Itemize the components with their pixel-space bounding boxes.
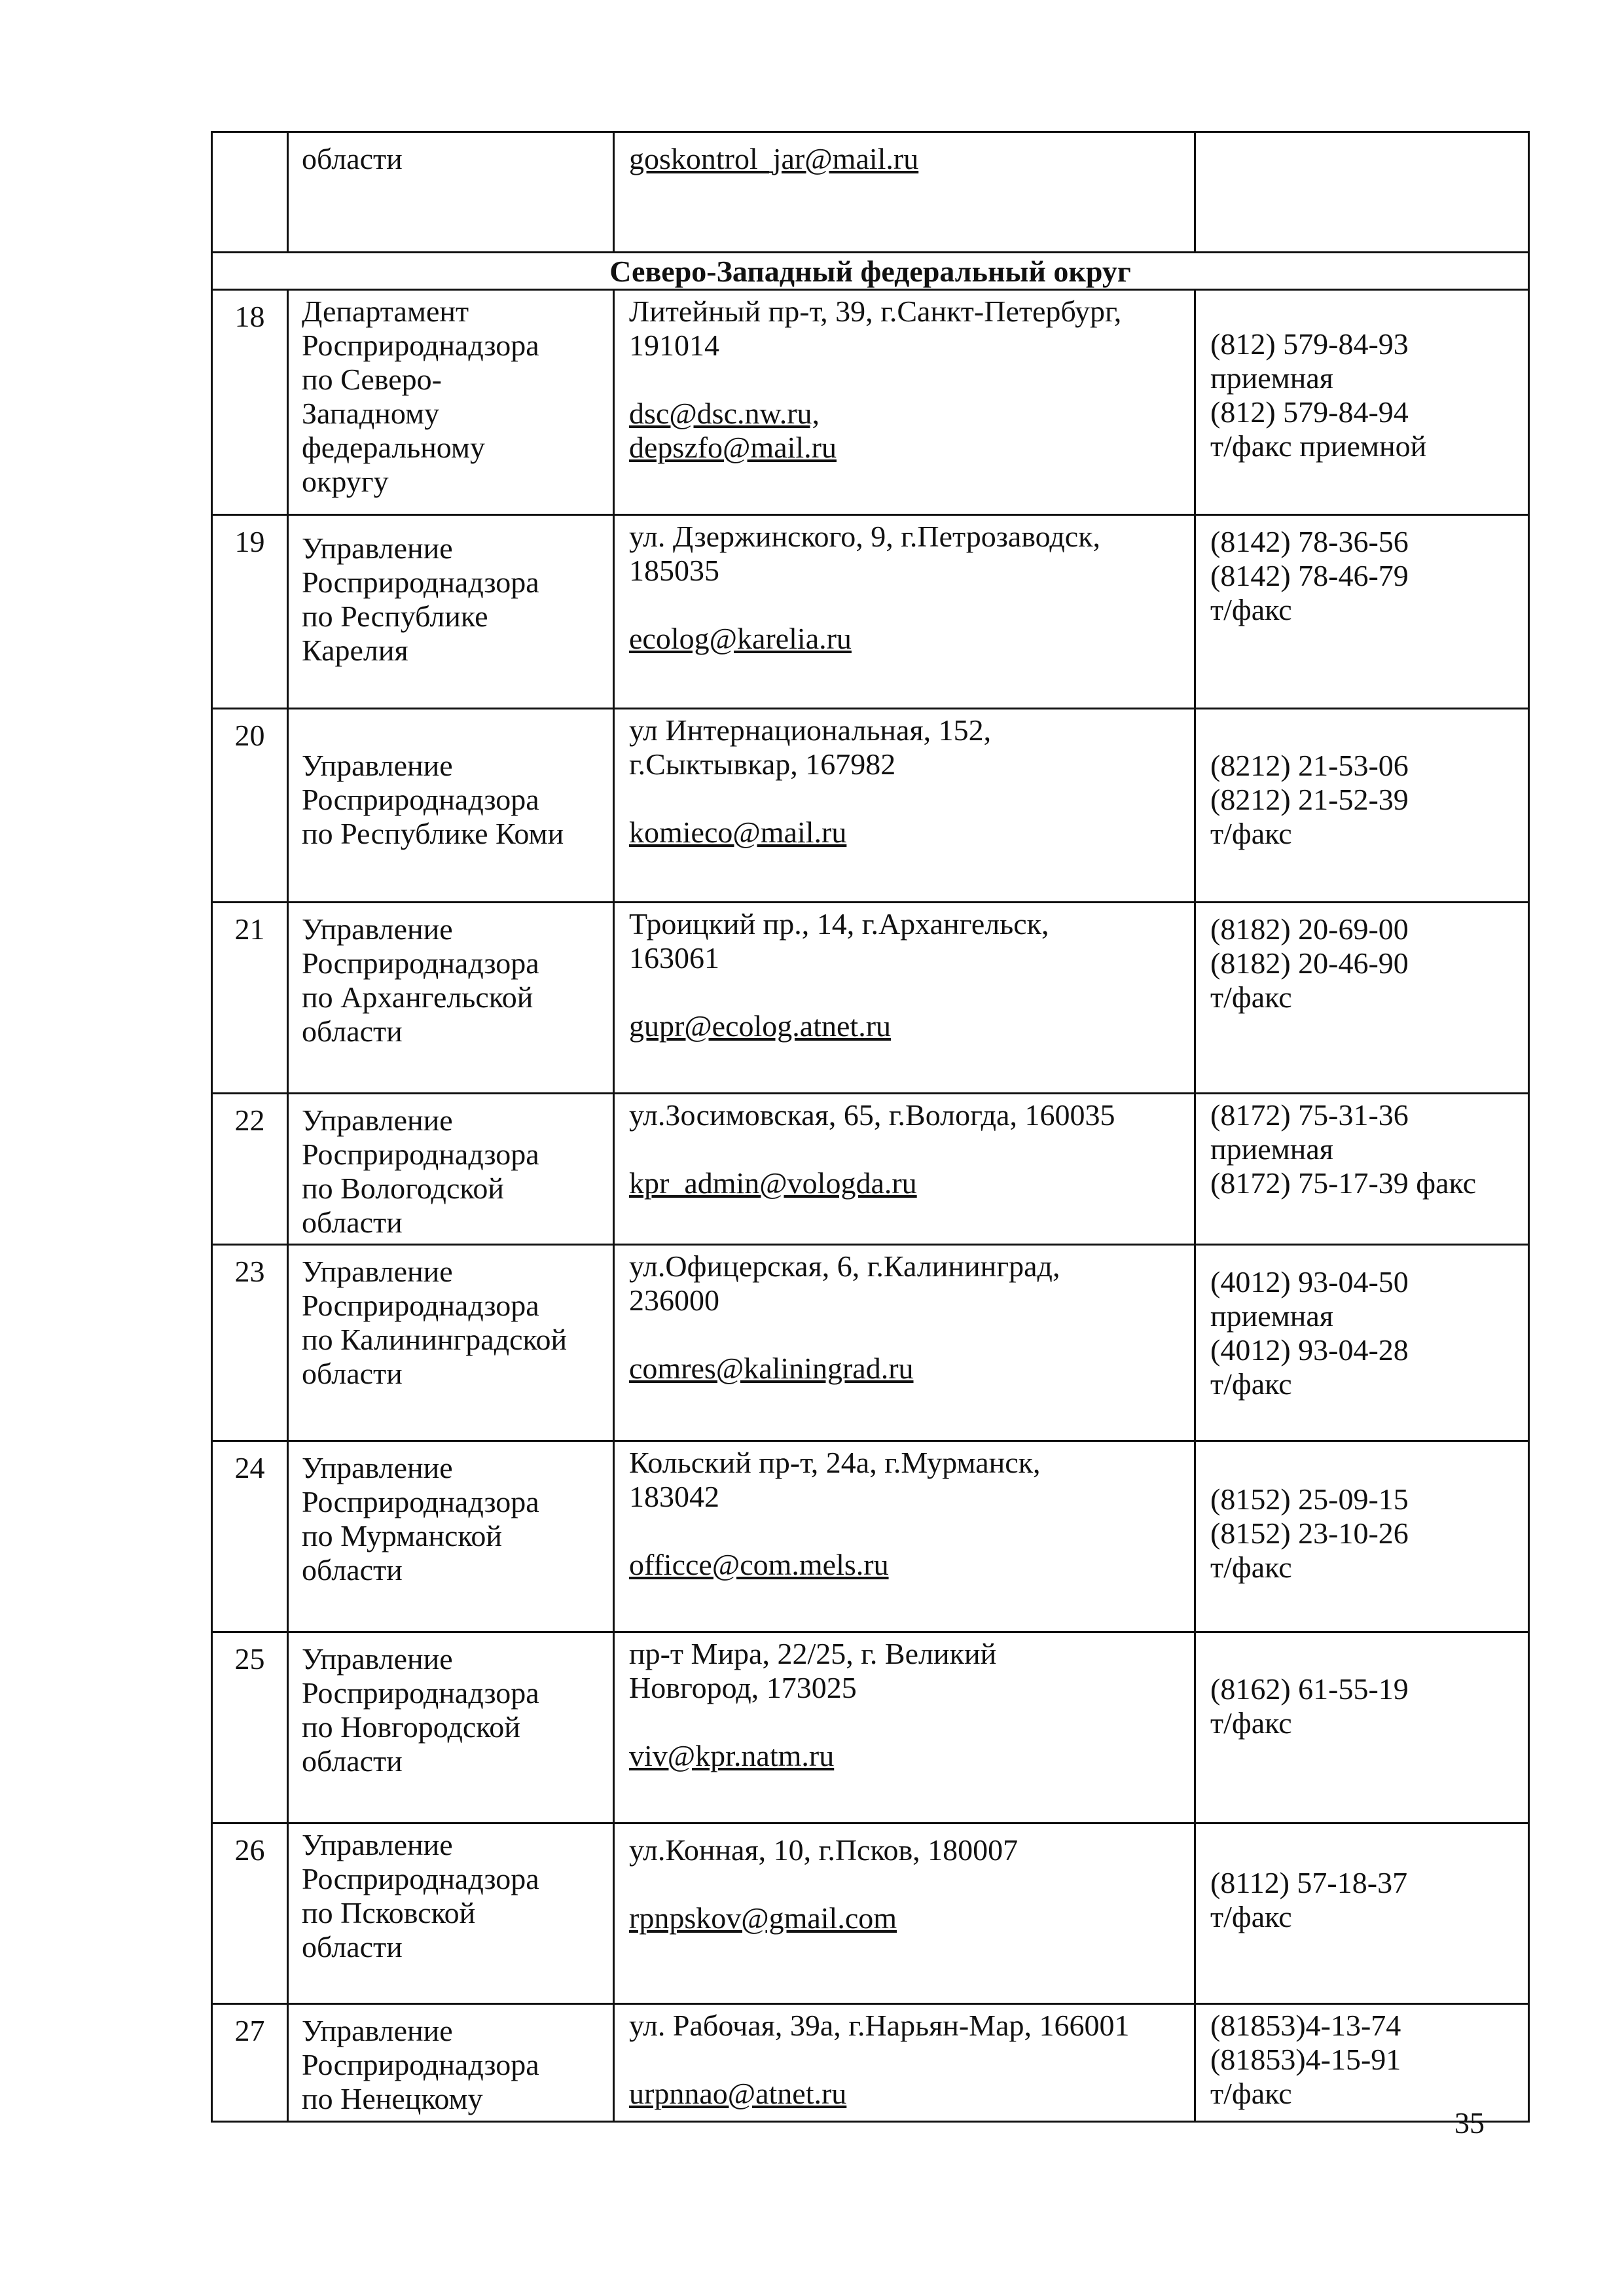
org-line: по Северо-	[302, 363, 442, 396]
address-line: Литейный пр-т, 39, г.Санкт-Петербург,	[629, 295, 1122, 328]
page-number: 35	[1454, 2106, 1485, 2140]
org-cell	[288, 1441, 614, 1632]
org-cell	[288, 2004, 614, 2122]
email-link[interactable]: depszfo@mail.ru	[629, 431, 837, 464]
org-line: Росприроднадзора	[302, 1138, 539, 1171]
org-line: Росприроднадзора	[302, 783, 539, 816]
org-cell	[288, 1823, 614, 2004]
phone-line: (8152) 23-10-26	[1210, 1516, 1409, 1550]
org-line: по Новгородской	[302, 1710, 520, 1744]
phone-line: приемная	[1210, 361, 1333, 395]
region-header: Северо-Западный федеральный округ	[212, 253, 1529, 290]
phone-line: (812) 579-84-94	[1210, 395, 1409, 429]
org-line: Западному	[302, 397, 440, 430]
phone-line: (8172) 75-17-39 факс	[1210, 1166, 1477, 1200]
email-link[interactable]: dsc@dsc.nw.ru,	[629, 397, 820, 430]
phone-line: т/факс приемной	[1210, 429, 1427, 463]
email-link[interactable]: officce@com.mels.ru	[629, 1548, 889, 1581]
row-number: 24	[234, 1451, 265, 1484]
org-cell	[288, 1632, 614, 1823]
row-number-cell	[212, 2004, 288, 2122]
org-line: Росприроднадзора	[302, 329, 539, 362]
phone-line: (8212) 21-53-06	[1210, 749, 1409, 782]
phone-line: т/факс	[1210, 980, 1292, 1014]
address-cell	[614, 1441, 1195, 1632]
org-line: Управление	[302, 1451, 453, 1484]
org-line: Управление	[302, 749, 453, 782]
spacer	[629, 2043, 1185, 2077]
phone-line: (4012) 93-04-50	[1210, 1265, 1409, 1299]
address-line: ул Интернациональная, 152,	[629, 713, 992, 747]
phone-line: (8162) 61-55-19	[1210, 1672, 1409, 1706]
address-cell	[614, 290, 1195, 515]
phone-line: (8142) 78-36-56	[1210, 525, 1409, 558]
row-number: 18	[234, 300, 265, 333]
address-line: ул. Дзержинского, 9, г.Петрозаводск,	[629, 520, 1101, 553]
org-cell	[288, 1094, 614, 1245]
org-line: Управление	[302, 1103, 453, 1137]
spacer	[629, 1705, 1185, 1739]
phone-line: т/факс	[1210, 817, 1292, 850]
address-cell	[614, 1632, 1195, 1823]
org-line: Управление	[302, 1255, 453, 1288]
email-link[interactable]: kpr_admin@vologda.ru	[629, 1166, 917, 1200]
row-number-cell	[212, 515, 288, 709]
org-line: Управление	[302, 912, 453, 946]
phone-line: приемная	[1210, 1299, 1333, 1333]
table-row	[212, 515, 1529, 709]
address-line: г.Сыктывкар, 167982	[629, 747, 896, 781]
org-cell	[288, 132, 614, 253]
phone-cell	[1195, 290, 1529, 515]
row-number: 23	[234, 1255, 265, 1288]
address-cell	[614, 903, 1195, 1094]
address-cell	[614, 1245, 1195, 1441]
email-link[interactable]: komieco@mail.ru	[629, 816, 847, 849]
org-line: области	[302, 1014, 403, 1048]
phone-cell	[1195, 1441, 1529, 1632]
address-line: ул. Рабочая, 39а, г.Нарьян-Мар, 166001	[629, 2009, 1130, 2042]
org-line: Управление	[302, 1642, 453, 1676]
address-cell	[614, 709, 1195, 903]
phone-line: (8182) 20-69-00	[1210, 912, 1409, 946]
table-row	[212, 1823, 1529, 2004]
org-line: Управление	[302, 531, 453, 565]
org-line: Управление	[302, 2014, 453, 2047]
org-line: по Ненецкому	[302, 2082, 483, 2115]
org-cell	[288, 709, 614, 903]
row-number-cell	[212, 709, 288, 903]
org-cell	[288, 1245, 614, 1441]
org-line: Росприроднадзора	[302, 565, 539, 599]
phone-line: (8152) 25-09-15	[1210, 1482, 1409, 1516]
org-cell	[288, 290, 614, 515]
spacer	[629, 1867, 1185, 1901]
address-line: пр-т Мира, 22/25, г. Великий	[629, 1637, 997, 1670]
phone-line: приемная	[1210, 1132, 1333, 1166]
org-line: области	[302, 1357, 403, 1390]
address-line: 185035	[629, 554, 719, 587]
row-number: 25	[234, 1642, 265, 1676]
email-link[interactable]: comres@kaliningrad.ru	[629, 1352, 914, 1385]
row-number-cell	[212, 1632, 288, 1823]
row-number-cell	[212, 290, 288, 515]
phone-line: (81853)4-15-91	[1210, 2043, 1401, 2076]
org-line: по Псковской	[302, 1896, 476, 1929]
phone-line: т/факс	[1210, 2077, 1292, 2110]
address-line: 183042	[629, 1480, 719, 1513]
email-link[interactable]: gupr@ecolog.atnet.ru	[629, 1009, 892, 1043]
row-number-cell	[212, 1441, 288, 1632]
row-number-cell	[212, 1823, 288, 2004]
phone-cell	[1195, 515, 1529, 709]
table-row	[212, 709, 1529, 903]
phone-line: т/факс	[1210, 1551, 1292, 1584]
org-line: области	[302, 1206, 403, 1239]
phone-cell	[1195, 1094, 1529, 1245]
table-row	[212, 2004, 1529, 2122]
spacer	[629, 1132, 1185, 1166]
org-line: по Калининградской	[302, 1323, 568, 1356]
org-cell	[288, 903, 614, 1094]
row-number: 20	[234, 719, 265, 752]
org-line: Департамент	[302, 295, 469, 328]
address-cell	[614, 2004, 1195, 2122]
email-link[interactable]: rpnpskov@gmail.com	[629, 1901, 897, 1935]
agency-contacts-table	[211, 131, 1530, 2123]
address-cell	[614, 132, 1195, 253]
spacer	[629, 588, 1185, 622]
address-line: ул.Офицерская, 6, г.Калининград,	[629, 1249, 1060, 1283]
address-cell	[614, 515, 1195, 709]
email-link[interactable]: ecolog@karelia.ru	[629, 622, 852, 655]
address-line: ул.Конная, 10, г.Псков, 180007	[629, 1833, 1019, 1867]
phone-line: т/факс	[1210, 1367, 1292, 1401]
phone-line: (8182) 20-46-90	[1210, 946, 1409, 980]
table-row	[212, 1245, 1529, 1441]
phone-line: (8172) 75-31-36	[1210, 1098, 1409, 1132]
table-body	[212, 132, 1529, 2122]
phone-cell	[1195, 132, 1529, 253]
address-line: Новгород, 173025	[629, 1671, 857, 1704]
email-link[interactable]: viv@kpr.natm.ru	[629, 1739, 835, 1772]
address-line: Троицкий пр., 14, г.Архангельск,	[629, 907, 1049, 941]
phone-line: (8212) 21-52-39	[1210, 783, 1409, 816]
table-row	[212, 1094, 1529, 1245]
org-line: области	[302, 1553, 403, 1587]
row-number-cell	[212, 1245, 288, 1441]
phone-cell	[1195, 1823, 1529, 2004]
phone-line: (4012) 93-04-28	[1210, 1333, 1409, 1367]
org-cell	[288, 515, 614, 709]
address-cell	[614, 1094, 1195, 1245]
phone-cell	[1195, 1245, 1529, 1441]
row-number: 27	[234, 2014, 265, 2047]
spacer	[629, 975, 1185, 1009]
org-line: Управление	[302, 1828, 453, 1861]
spacer	[629, 781, 1185, 816]
spacer	[629, 1318, 1185, 1352]
table-row	[212, 290, 1529, 515]
org-line: Росприроднадзора	[302, 1485, 539, 1518]
row-number: 21	[234, 912, 265, 946]
org-line: Росприроднадзора	[302, 946, 539, 980]
phone-cell	[1195, 2004, 1529, 2122]
address-line: Кольский пр-т, 24а, г.Мурманск,	[629, 1446, 1041, 1479]
org-line: по Архангельской	[302, 980, 533, 1014]
org-line: по Республике Коми	[302, 817, 564, 850]
phone-cell	[1195, 709, 1529, 903]
phone-line: т/факс	[1210, 593, 1292, 626]
phone-line: т/факс	[1210, 1706, 1292, 1740]
table-row	[212, 1632, 1529, 1823]
phone-line: (81853)4-13-74	[1210, 2009, 1401, 2042]
row-number: 26	[234, 1833, 265, 1867]
region-header-row	[212, 253, 1529, 290]
table-row	[212, 1441, 1529, 1632]
address-line: 236000	[629, 1283, 719, 1317]
row-number: 22	[234, 1103, 265, 1137]
org-line: Росприроднадзора	[302, 1676, 539, 1710]
address-line: 163061	[629, 941, 719, 975]
row-number-cell	[212, 1094, 288, 1245]
org-line: Росприроднадзора	[302, 1862, 539, 1895]
org-line: области	[302, 1744, 403, 1778]
phone-cell	[1195, 903, 1529, 1094]
org-line: Росприроднадзора	[302, 1289, 539, 1322]
org-line: Карелия	[302, 634, 408, 667]
phone-cell	[1195, 1632, 1529, 1823]
row-number-cell	[212, 132, 288, 253]
org-line: области	[302, 142, 403, 175]
address-line: ул.Зосимовская, 65, г.Вологда, 160035	[629, 1098, 1115, 1132]
table-row	[212, 903, 1529, 1094]
table-row	[212, 132, 1529, 253]
org-line: по Мурманской	[302, 1519, 503, 1552]
spacer	[629, 363, 1185, 397]
phone-line: (8142) 78-46-79	[1210, 559, 1409, 592]
spacer	[629, 1514, 1185, 1548]
org-line: округу	[302, 465, 389, 498]
phone-line: (8112) 57-18-37	[1210, 1866, 1408, 1899]
row-number: 19	[234, 525, 265, 558]
address-line: 191014	[629, 329, 719, 362]
address-cell	[614, 1823, 1195, 2004]
org-line: федеральному	[302, 431, 486, 464]
phone-line: т/факс	[1210, 1900, 1292, 1933]
email-link[interactable]: goskontrol_jar@mail.ru	[629, 142, 919, 175]
row-number-cell	[212, 903, 288, 1094]
org-line: области	[302, 1930, 403, 1964]
org-line: Росприроднадзора	[302, 2048, 539, 2081]
email-link[interactable]: urpnnao@atnet.ru	[629, 2077, 847, 2110]
phone-line: (812) 579-84-93	[1210, 327, 1409, 361]
org-line: по Республике	[302, 600, 488, 633]
org-line: по Вологодской	[302, 1172, 504, 1205]
